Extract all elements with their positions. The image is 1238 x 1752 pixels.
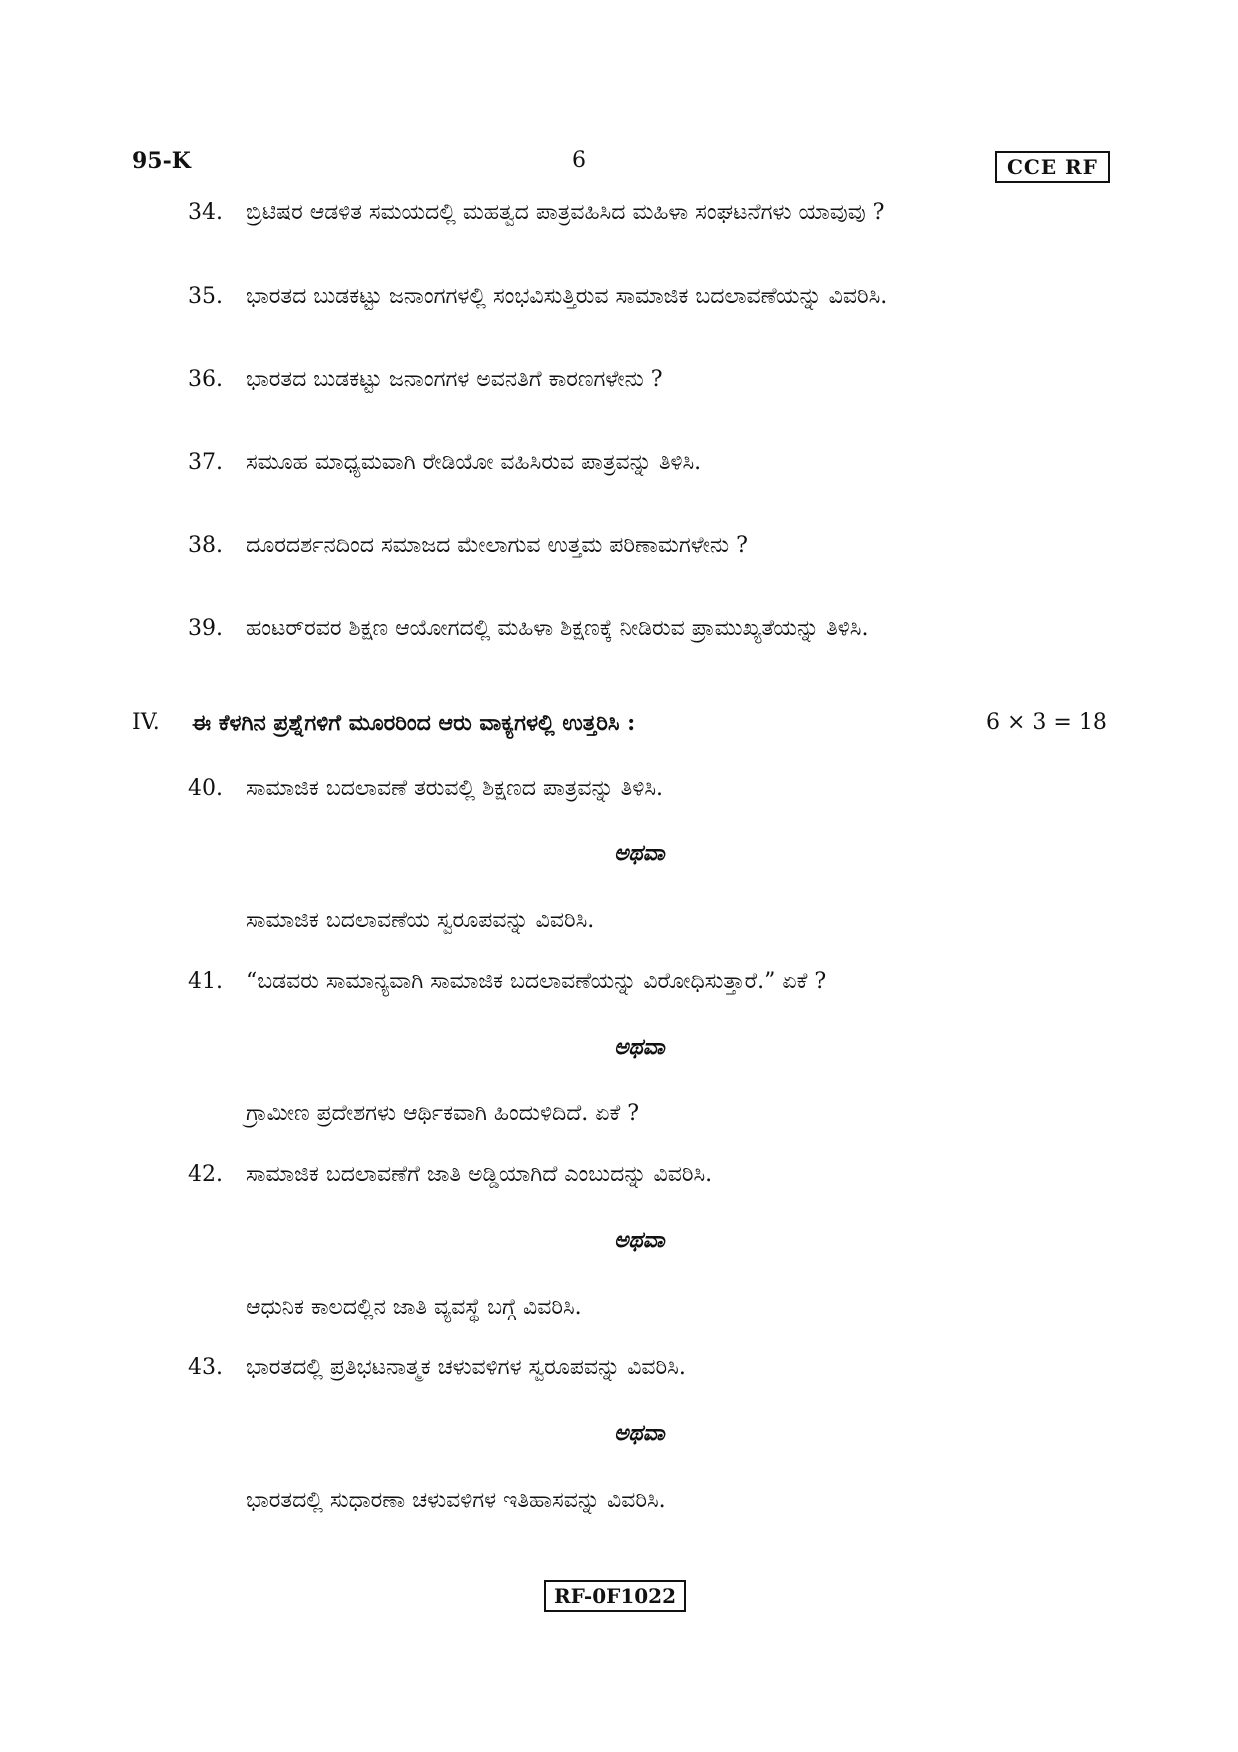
or-label: ಅಥವಾ xyxy=(614,1420,665,1446)
question-text: ಸಾಮಾಜಿಕ ಬದಲಾವಣೆ ತರುವಲ್ಲಿ ಶಿಕ್ಷಣದ ಪಾತ್ರವನ್ನು ತಿಳಿಸಿ. xyxy=(246,776,663,801)
question-number: 35. xyxy=(188,284,223,309)
question-number: 37. xyxy=(188,450,223,475)
question-text: ಸಾಮಾಜಿಕ ಬದಲಾವಣೆಗೆ ಜಾತಿ ಅಡ್ಡಿಯಾಗಿದೆ ಎಂಬುದನ್ನು ವಿವರಿಸಿ. xyxy=(246,1162,713,1187)
or-label: ಅಥವಾ xyxy=(614,1034,665,1060)
paper-code: 95-K xyxy=(132,148,191,174)
alternative-question: ಭಾರತದಲ್ಲಿ ಸುಧಾರಣಾ ಚಳುವಳಿಗಳ ಇತಿಹಾಸವನ್ನು ವಿವರಿಸಿ. xyxy=(246,1488,666,1513)
question-number: 39. xyxy=(188,616,223,641)
question-number: 34. xyxy=(188,200,223,225)
question-text: ಭಾರತದಲ್ಲಿ ಪ್ರತಿಭಟನಾತ್ಮಕ ಚಳುವಳಿಗಳ ಸ್ವರೂಪವನ್ನು ವಿವರಿಸಿ. xyxy=(246,1355,686,1380)
alternative-question: ಗ್ರಾಮೀಣ ಪ್ರದೇಶಗಳು ಆರ್ಥಿಕವಾಗಿ ಹಿಂದುಳಿದಿದೆ. ಏಕೆ ? xyxy=(246,1101,640,1126)
or-label: ಅಥವಾ xyxy=(614,1227,665,1253)
page-number: 6 xyxy=(572,148,586,173)
question-text: ಬ್ರಿಟಿಷರ ಆಡಳಿತ ಸಮಯದಲ್ಲಿ ಮಹತ್ವದ ಪಾತ್ರವಹಿಸಿದ ಮಹಿಳಾ ಸಂಘಟನೆಗಳು ಯಾವುವು ? xyxy=(246,200,885,225)
question-text: ಭಾರತದ ಬುಡಕಟ್ಟು ಜನಾಂಗಗಳಲ್ಲಿ ಸಂಭವಿಸುತ್ತಿರುವ ಸಾಮಾಜಿಕ ಬದಲಾವಣೆಯನ್ನು ವಿವರಿಸಿ. xyxy=(246,284,888,309)
question-number: 43. xyxy=(188,1355,223,1380)
question-text: ಭಾರತದ ಬುಡಕಟ್ಟು ಜನಾಂಗಗಳ ಅವನತಿಗೆ ಕಾರಣಗಳೇನು ? xyxy=(246,367,663,392)
question-number: 41. xyxy=(188,969,223,994)
question-text: ಹಂಟರ್‌ರವರ ಶಿಕ್ಷಣ ಆಯೋಗದಲ್ಲಿ ಮಹಿಳಾ ಶಿಕ್ಷಣಕ್ಕೆ ನೀಡಿರುವ ಪ್ರಾಮುಖ್ಯತೆಯನ್ನು ತಿಳಿಸಿ. xyxy=(246,616,869,641)
section-title: ಈ ಕೆಳಗಿನ ಪ್ರಶ್ನೆಗಳಿಗೆ ಮೂರರಿಂದ ಆರು ವಾಕ್ಯಗಳಲ್ಲಿ ಉತ್ತರಿಸಿ : xyxy=(192,710,636,736)
alternative-question: ಸಾಮಾಜಿಕ ಬದಲಾವಣೆಯ ಸ್ವರೂಪವನ್ನು ವಿವರಿಸಿ. xyxy=(246,908,595,933)
header-box-label: CCE RF xyxy=(995,151,1110,183)
footer-code: RF-0F1022 xyxy=(544,1580,686,1612)
or-label: ಅಥವಾ xyxy=(614,840,665,866)
question-text: “ಬಡವರು ಸಾಮಾನ್ಯವಾಗಿ ಸಾಮಾಜಿಕ ಬದಲಾವಣೆಯನ್ನು ವಿರೋಧಿಸುತ್ತಾರೆ.” ಏಕೆ ? xyxy=(246,969,827,994)
question-number: 38. xyxy=(188,533,223,558)
question-number: 40. xyxy=(188,776,223,801)
section-number: IV. xyxy=(132,710,160,735)
question-number: 36. xyxy=(188,367,223,392)
question-number: 42. xyxy=(188,1162,223,1187)
question-text: ದೂರದರ್ಶನದಿಂದ ಸಮಾಜದ ಮೇಲಾಗುವ ಉತ್ತಮ ಪರಿಣಾಮಗಳೇನು ? xyxy=(246,533,748,558)
section-marks: 6 × 3 = 18 xyxy=(986,710,1107,735)
alternative-question: ಆಧುನಿಕ ಕಾಲದಲ್ಲಿನ ಜಾತಿ ವ್ಯವಸ್ಥೆ ಬಗ್ಗೆ ವಿವರಿಸಿ. xyxy=(246,1295,582,1320)
question-text: ಸಮೂಹ ಮಾಧ್ಯಮವಾಗಿ ರೇಡಿಯೋ ವಹಿಸಿರುವ ಪಾತ್ರವನ್ನು ತಿಳಿಸಿ. xyxy=(246,450,702,475)
